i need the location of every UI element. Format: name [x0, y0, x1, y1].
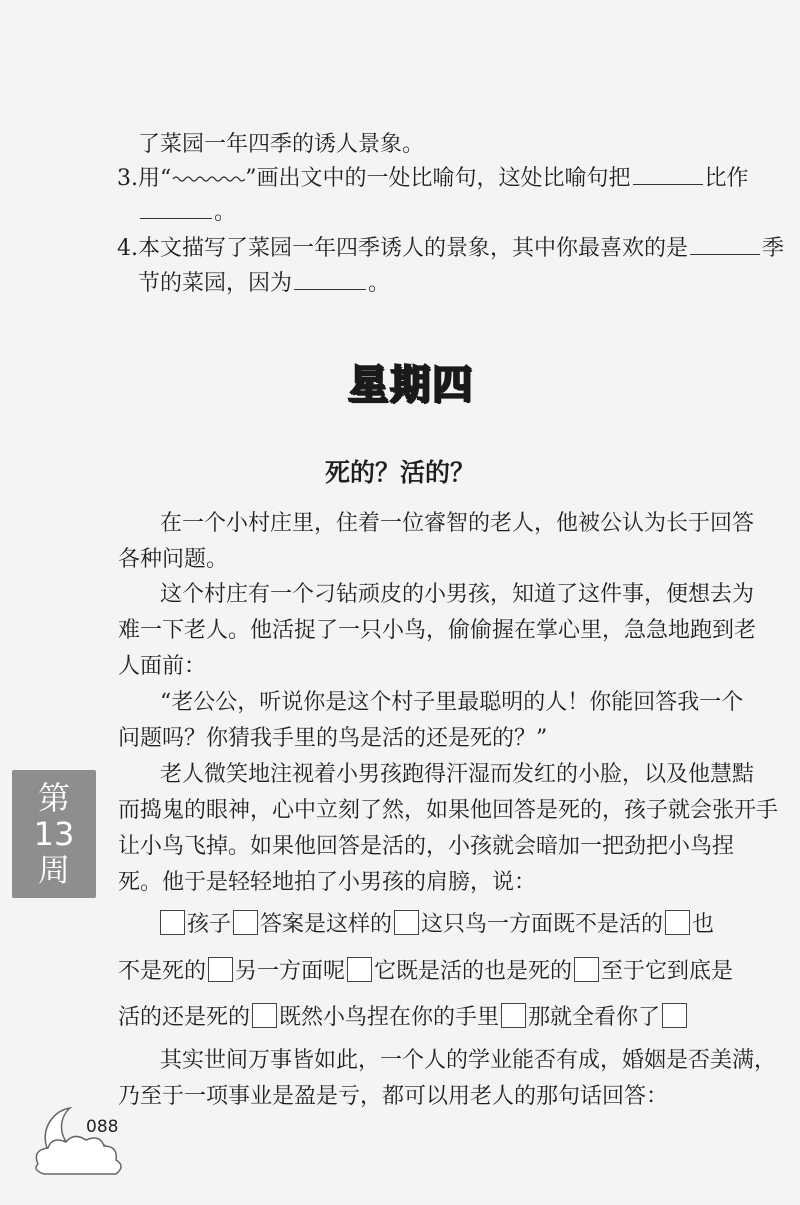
paragraph-line: 让小鸟飞掉。如果他回答是活的，小孩就会暗加一把劲把小鸟捏 [118, 834, 735, 859]
punctuation-box[interactable] [208, 957, 233, 982]
answer-blank[interactable] [294, 267, 366, 290]
paragraph-line: 人面前： [118, 654, 207, 679]
paragraph-line: 在一个小村庄里，住着一位睿智的老人，他被公认为长于回答 [160, 511, 755, 536]
question-4-line2 [138, 267, 390, 299]
punctuation-box[interactable] [160, 910, 185, 935]
exercise-text: 答案是这样的 [260, 912, 393, 937]
week-tab-bottom: 周 [37, 851, 70, 889]
moon-cloud-icon [30, 1098, 140, 1180]
punctuation-exercise-line3 [118, 1003, 689, 1033]
q4-text-c: 节的菜园，因为 [138, 271, 293, 296]
q4-text-b: 季 [762, 236, 785, 261]
article-title: 死的？活的？ [324, 458, 475, 487]
week-tab-top: 第 [37, 779, 70, 817]
punctuation-box[interactable] [347, 957, 372, 982]
exercise-text: 孩子 [187, 912, 232, 937]
paragraph-line: 乃至于一项事业是盈是亏，都可以用老人的那句话回答： [118, 1084, 669, 1109]
section-heading: 星期四 [348, 361, 474, 408]
punctuation-box[interactable] [662, 1003, 687, 1028]
punctuation-box[interactable] [501, 1003, 526, 1028]
paragraph-line: 老人微笑地注视着小男孩跑得汗湿而发红的小脸，以及他慧黠 [160, 762, 755, 787]
paragraph-line: 而捣鬼的眼神，心中立刻了然，如果他回答是死的，孩子就会张开手 [118, 798, 779, 823]
paragraph-line: 难一下老人。他活捉了一只小鸟，偷偷握在掌心里，急急地跑到老 [118, 618, 757, 643]
exercise-text: 也 [692, 912, 715, 937]
page-number: 088 [86, 1117, 119, 1137]
question-3-line1 [117, 162, 749, 194]
punctuation-box[interactable] [574, 957, 599, 982]
week-tab [12, 770, 96, 898]
q3-text-b: ”画出文中的一处比喻句，这处比喻句把 [245, 166, 631, 191]
punctuation-exercise-line1 [158, 910, 714, 940]
question-4-line1 [117, 232, 784, 264]
punctuation-box[interactable] [252, 1003, 277, 1028]
paragraph-line: 各种问题。 [118, 547, 229, 572]
paragraph-line: 这个村庄有一个刁钻顽皮的小男孩，知道了这件事，便想去为 [160, 582, 755, 607]
wavy-underline-icon [171, 167, 245, 185]
punctuation-box[interactable] [394, 910, 419, 935]
paragraph-line: 死。他于是轻轻地拍了小男孩的肩膀，说： [118, 870, 537, 895]
exercise-text: 这只鸟一方面既不是活的 [421, 912, 664, 937]
paragraph-line: 问题吗？你猜我手里的鸟是活的还是死的？” [118, 726, 548, 751]
exercise-text: 至于它到底是 [601, 959, 734, 984]
q4-text-a: 4.本文描写了菜园一年四季诱人的景象，其中你最喜欢的是 [117, 236, 688, 261]
q3-text-a: 3.用“ [117, 166, 172, 191]
week-tab-number: 13 [33, 815, 75, 853]
exercise-text: 另一方面呢 [235, 959, 346, 984]
punctuation-box[interactable] [233, 910, 258, 935]
exercise-text: 活的还是死的 [118, 1005, 251, 1030]
punctuation-box[interactable] [665, 910, 690, 935]
exercise-text: 不是死的 [118, 959, 207, 984]
punctuation-exercise-line2 [118, 957, 733, 987]
q3-text-c: 比作 [704, 166, 749, 191]
answer-blank[interactable] [633, 162, 703, 185]
paragraph-line: “老公公，听说你是这个村子里最聪明的人！你能回答我一个 [160, 690, 744, 715]
exercise-text: 它既是活的也是死的 [374, 959, 573, 984]
question-3-line2 [138, 196, 236, 228]
q3-text-d: 。 [214, 200, 237, 225]
answer-blank[interactable] [140, 196, 212, 219]
paragraph-line: 其实世间万事皆如此，一个人的学业能否有成，婚姻是否美满， [160, 1048, 777, 1073]
text-line: 了菜园一年四季的诱人景象。 [138, 132, 425, 157]
exercise-text: 既然小鸟捏在你的手里 [279, 1005, 500, 1030]
answer-blank[interactable] [690, 232, 760, 255]
exercise-text: 那就全看你了 [528, 1005, 661, 1030]
q4-text-d: 。 [368, 271, 391, 296]
